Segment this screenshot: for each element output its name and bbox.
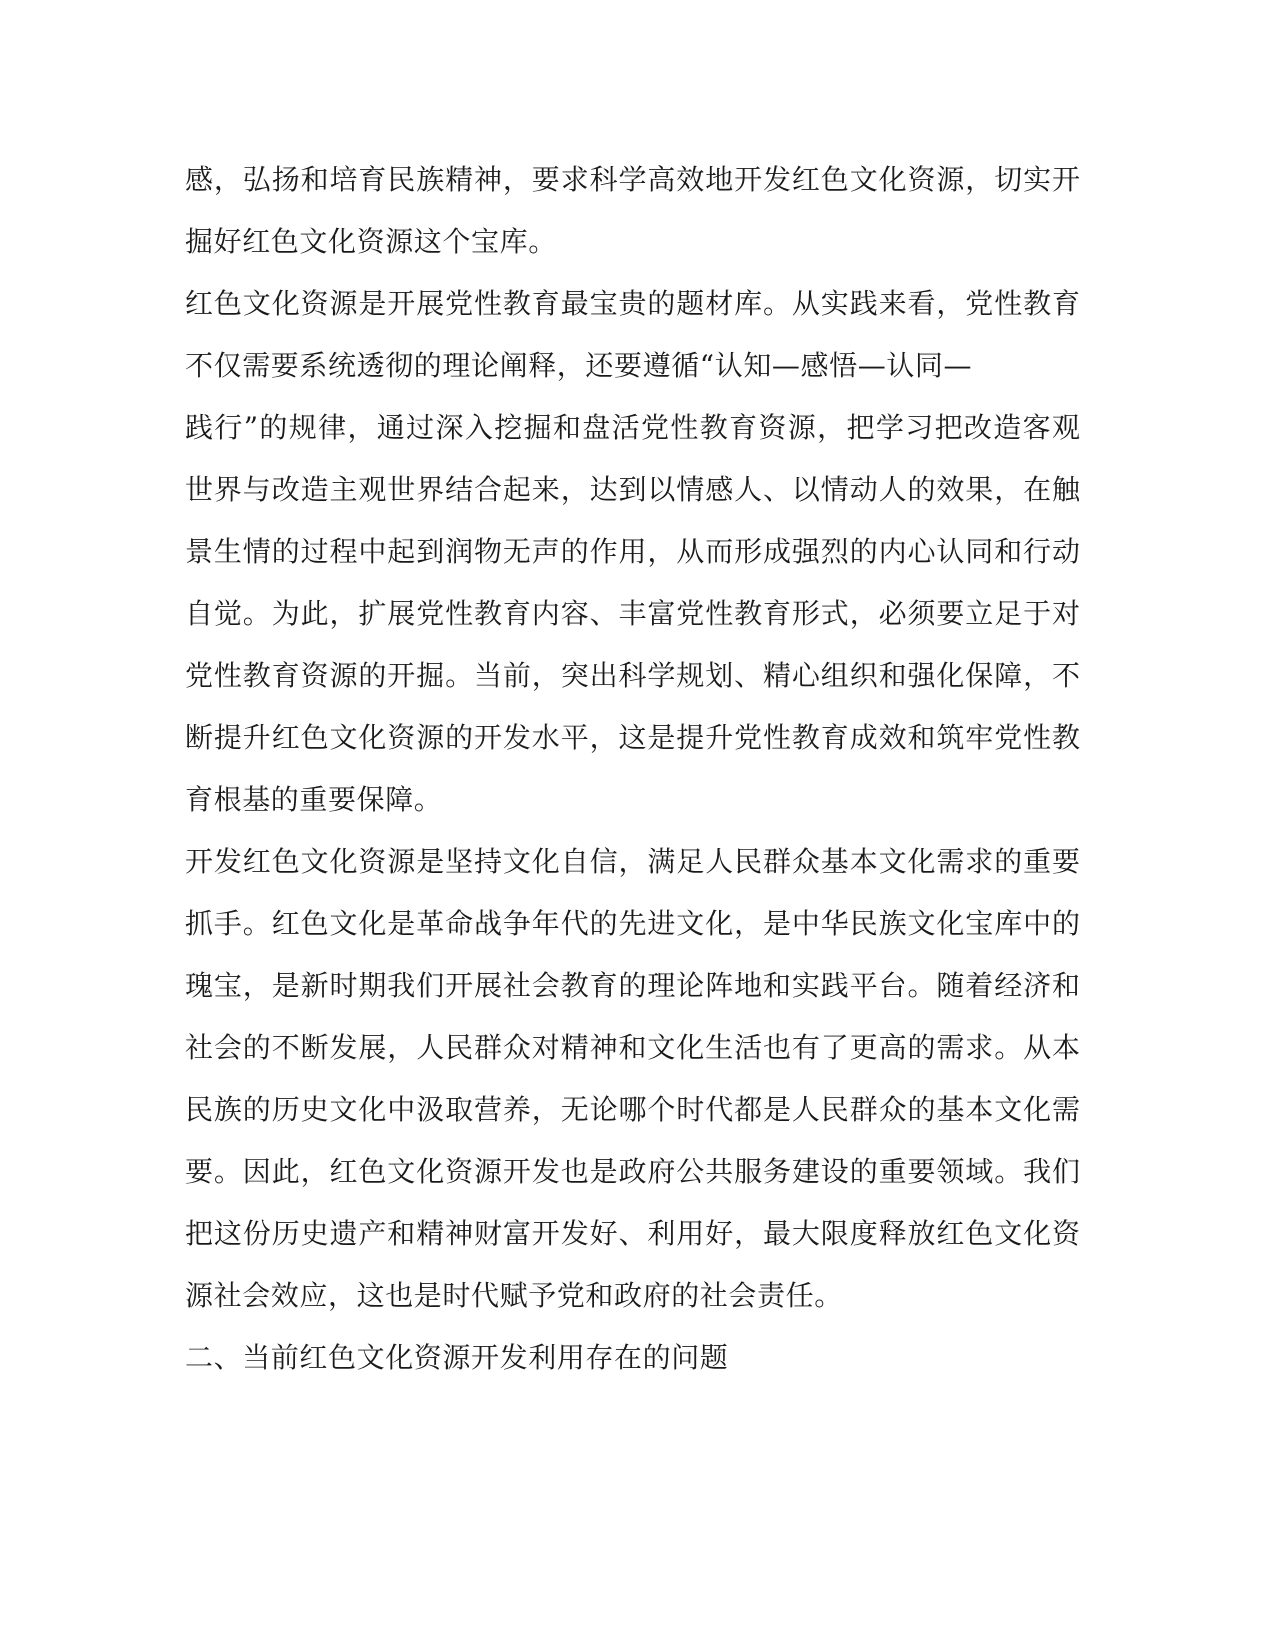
text-line: 源社会效应，这也是时代赋予党和政府的社会责任。 (185, 1279, 843, 1312)
text-line: 断提升红色文化资源的开发水平，这是提升党性教育成效和筑牢党性教 (185, 721, 1080, 754)
text-line: 抓手。红色文化是革命战争年代的先进文化，是中华民族文化宝库中的 (185, 907, 1080, 940)
text-line: 景生情的过程中起到润物无声的作用，从而形成强烈的内心认同和行动 (185, 535, 1080, 568)
text-line: 世界与改造主观世界结合起来，达到以情感人、以情动人的效果，在触 (185, 473, 1080, 506)
text-line: 瑰宝，是新时期我们开展社会教育的理论阵地和实践平台。随着经济和 (185, 969, 1080, 1002)
text-line: 民族的历史文化中汲取营养，无论哪个时代都是人民群众的基本文化需 (185, 1093, 1080, 1126)
text-line: 感，弘扬和培育民族精神，要求科学高效地开发红色文化资源，切实开 (185, 163, 1080, 196)
text-line: 要。因此，红色文化资源开发也是政府公共服务建设的重要领域。我们 (185, 1155, 1080, 1188)
text-line: 不仅需要系统透彻的理论阐释，还要遵循“认知—感悟—认同— (185, 349, 973, 382)
text-line: 自觉。为此，扩展党性教育内容、丰富党性教育形式，必须要立足于对 (185, 597, 1080, 630)
text-line: 红色文化资源是开展党性教育最宝贵的题材库。从实践来看，党性教育 (185, 287, 1080, 320)
text-line: 把这份历史遗产和精神财富开发好、利用好，最大限度释放红色文化资 (185, 1217, 1080, 1250)
section-heading: 二、当前红色文化资源开发利用存在的问题 (185, 1341, 729, 1374)
text-line: 育根基的重要保障。 (185, 783, 443, 816)
text-line: 党性教育资源的开掘。当前，突出科学规划、精心组织和强化保障，不 (185, 659, 1080, 692)
text-line: 开发红色文化资源是坚持文化自信，满足人民群众基本文化需求的重要 (185, 845, 1080, 878)
text-line: 社会的不断发展，人民群众对精神和文化生活也有了更高的需求。从本 (185, 1031, 1080, 1064)
text-line: 践行”的规律，通过深入挖掘和盘活党性教育资源，把学习把改造客观 (185, 411, 1080, 444)
text-line: 掘好红色文化资源这个宝库。 (185, 225, 557, 258)
